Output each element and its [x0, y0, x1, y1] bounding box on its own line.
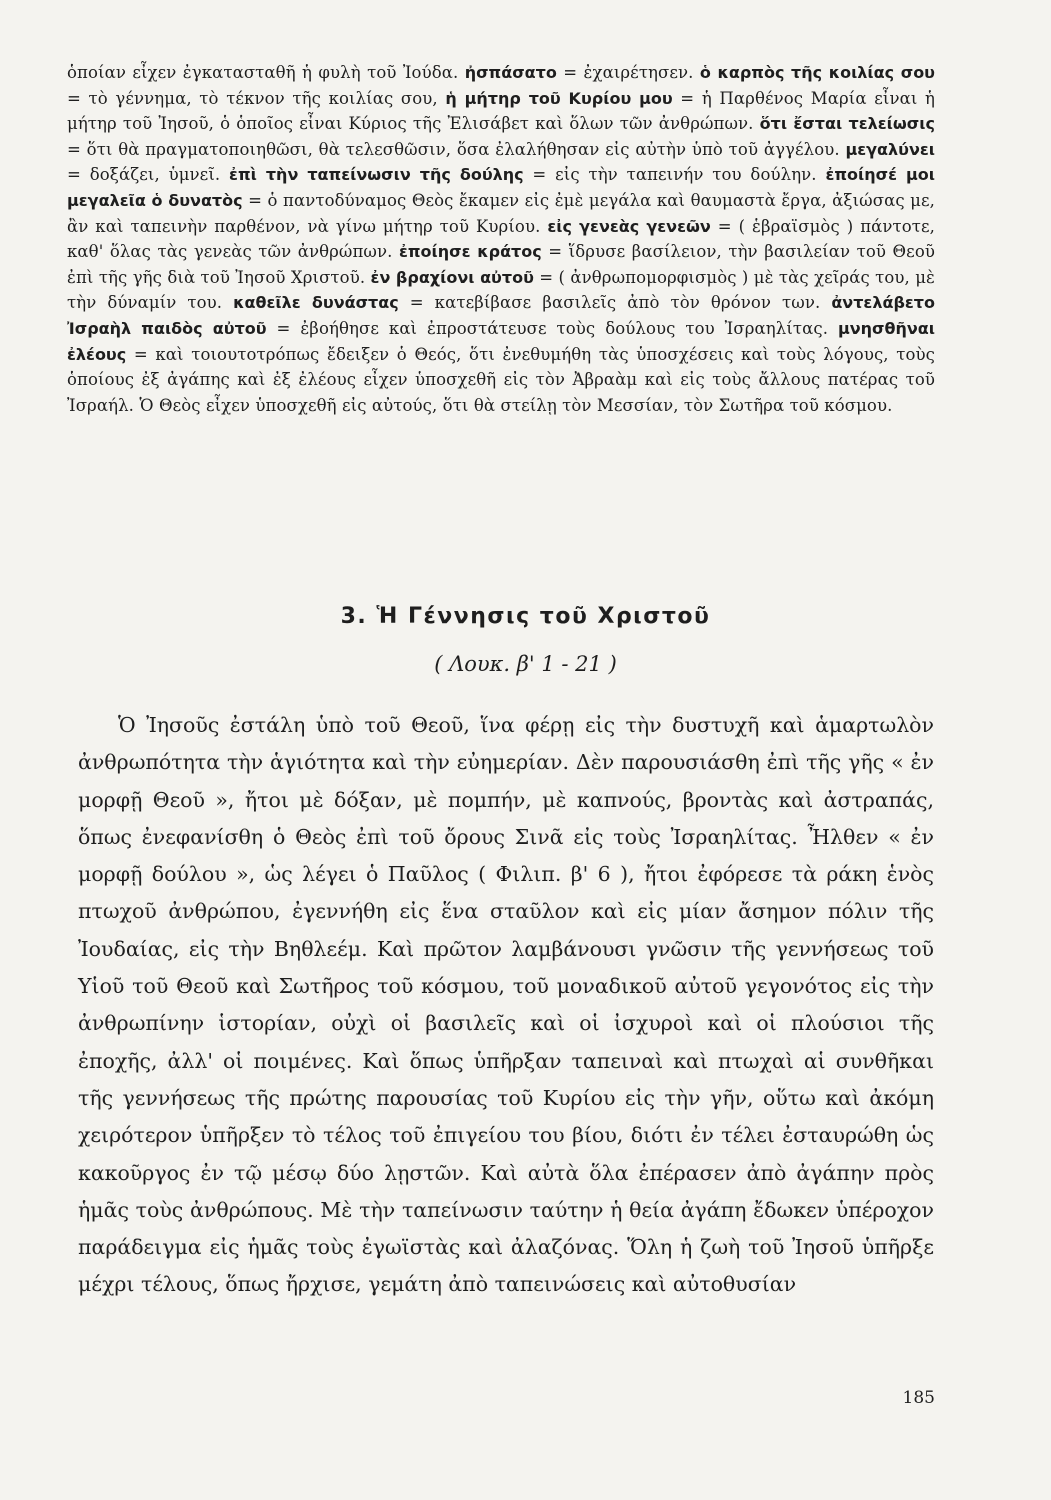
glossary-term: μνησθῆναι ἐλέους [67, 318, 935, 364]
glossary-term: καθεῖλε δυνάστας [233, 293, 399, 313]
gloss-text: = ἐχαιρέτησεν. [556, 63, 700, 82]
glossary-term: ἠσπάσατο [464, 63, 557, 82]
glossary-term: ὅτι ἔσται τελείωσις [759, 114, 935, 134]
glossary-term: ἐποίησε κράτος [398, 242, 542, 262]
glossary-term: ἀντελάβετο Ἰσραὴλ παιδὸς αὐτοῦ [67, 293, 935, 338]
gloss-text: = ὅτι θὰ πραγματοποιηθῶσι, θὰ τελεσθῶσιν, ὅσα ἐλαλήθησαν εἰς αὐτὴν ὑπὸ τοῦ ἀγγέλου. [67, 139, 846, 159]
gloss-text: = τὸ γέννημα, τὸ τέκνον τῆς κοιλίας σου, [67, 88, 446, 108]
glossary-term: εἰς γενεὰς γενεῶν [547, 216, 711, 236]
gloss-text: = δοξάζει, ὑμνεῖ. [67, 165, 230, 185]
gloss-text: = ἐβοήθησε καὶ ἐπροστάτευσε τοὺς δούλους του Ἰσραηλίτας. [266, 318, 838, 338]
body-paragraph: Ὁ Ἰησοῦς ἐστάλη ὑπὸ τοῦ Θεοῦ, ἵνα φέρῃ εἰς τὴν δυστυχῆ καὶ ἁμαρτωλὸν ἀνθρωπότητα τὴν ἁγιότητα καὶ τὴν εὐημερίαν. Δὲν παρουσιάσθη ἐπὶ τῆς γῆς « ἐν μορφῇ Θεοῦ », ἤτοι μὲ δόξαν, μὲ πομπήν, μὲ καπνούς, βροντὰς καὶ ἀστραπάς, ὅπως ἐνεφανίσθη ὁ Θεὸς ἐπὶ τοῦ ὄρους Σινᾶ εἰς τοὺς Ἰσραηλίτας. Ἦλθεν « ἐν μορφῇ δούλου », ὡς λέγει ὁ Παῦλος ( Φιλιπ. β' 6 ), ἤτοι ἐφόρεσε τὰ ράκη ἑνὸς πτωχοῦ ἀνθρώπου, ἐγεννήθη εἰς ἕνα σταῦλον καὶ εἰς μίαν ἄσημον πόλιν τῆς Ἰουδαίας, εἰς τὴν Βηθλεέμ. Καὶ πρῶτον λαμβάνουσι γνῶσιν τῆς γεννήσεως τοῦ Υἱοῦ τοῦ Θεοῦ καὶ Σωτῆρος τοῦ κόσμου, τοῦ μοναδικοῦ αὐτοῦ γεγονότος εἰς τὴν ἀνθρωπίνην ἱστορίαν, οὐχὶ οἱ βασιλεῖς καὶ οἱ ἰσχυροὶ καὶ οἱ πλούσιοι τῆς ἐποχῆς, ἀλλ' οἱ ποιμένες. Καὶ ὅπως ὑπῆρξαν ταπειναὶ καὶ πτωχαὶ αἱ συνθῆκαι τῆς γεννήσεως τῆς πρώτης παρουσίας τοῦ Κυρίου εἰς τὴν γῆν, οὕτω καὶ ἀκόμη χειρότερον ὑπῆρξεν τὸ τέλος τοῦ ἐπιγείου του βίου, διότι ἐν τέλει ἐσταυρώθη ὡς κακοῦργος ἐν τῷ μέσῳ δύο λῃστῶν. Καὶ αὐτὰ ὅλα ἐπέρασεν ἀπὸ ἀγάπην πρὸς ἡμᾶς τοὺς ἀνθρώπους. Μὲ τὴν ταπείνωσιν ταύτην ἡ θεία ἀγάπη ἔδωκεν ὑπέροχον παράδειγμα εἰς ἡμᾶς τοὺς ἐγωϊστὰς καὶ ἀλαζόνας. Ὅλη ἡ ζωὴ τοῦ Ἰησοῦ ὑπῆρξε μέχρι τέλους, ὅπως ἤρχισε, γεμάτη ἀπὸ ταπεινώσεις καὶ αὐτοθυσίαν [78, 713, 934, 1297]
gloss-text: = ( ἀνθρωπομορφισμὸς ) μὲ τὰς χεῖράς του, μὲ τὴν δύναμίν του. [67, 267, 936, 313]
glossary-term: ἐν βραχίονι αὐτοῦ [370, 267, 534, 287]
gloss-text: = καὶ τοιουτοτρόπως ἔδειξεν ὁ Θεός, ὅτι ἐνεθυμήθη τὰς ὑποσχέσεις καὶ τοὺς λόγους, τοὺς ὁποίους ἐξ ἀγάπης καὶ ἐξ ἐλέους εἶχεν ὑποσχεθῆ εἰς τὸν Ἀβραὰμ καὶ εἰς τοὺς ἄλλους πατέρας τοῦ Ἰσραήλ. Ὁ Θεὸς εἶχεν ὑποσχεθῆ εἰς αὐτούς, ὅτι θὰ στείλῃ τὸν Μεσσίαν, τὸν Σωτῆρα τοῦ κόσμου. [67, 344, 935, 415]
glossary-term: ἡ μήτηρ τοῦ Κυρίου μου [445, 88, 673, 108]
gloss-text: ὁποίαν εἶχεν ἐγκατασταθῆ ἡ φυλὴ τοῦ Ἰούδα. [67, 63, 465, 82]
scripture-reference: ( Λουκ. β' 1 - 21 ) [434, 652, 617, 676]
gloss-text: = ὁ παντοδύναμος Θεὸς ἔκαμεν εἰς ἐμὲ μεγάλα καὶ θαυμαστὰ ἔργα, ἀξιώσας με, ἂν καὶ ταπεινὴν παρθένον, νὰ γίνω μήτηρ τοῦ Κυρίου. [67, 190, 935, 236]
page-number: 185 [902, 1388, 935, 1408]
glossary-term: ὁ καρπὸς τῆς κοιλίας σου [699, 63, 935, 82]
glossary-term: μεγαλύνει [845, 139, 935, 159]
gloss-text: = ( ἑβραϊσμὸς ) πάντοτε, καθ' ὅλας τὰς γενεὰς τῶν ἀνθρώπων. [67, 216, 935, 262]
gloss-text: = ἡ Παρθένος Μαρία εἶναι ἡ μήτηρ τοῦ Ἰησοῦ, ὁ ὁποῖος εἶναι Κύριος τῆς Ἐλισάβετ καὶ ὅλων τῶν ἀνθρώπων. [67, 88, 935, 134]
glossary-term: ἐπὶ τὴν ταπείνωσιν τῆς δούλης [229, 165, 524, 185]
commentary-paragraph [67, 60, 935, 418]
section-title: 3. Ἡ Γέννησις τοῦ Χριστοῦ [340, 604, 711, 629]
gloss-text: = ἵδρυσε βασίλειον, τὴν βασιλείαν τοῦ Θεοῦ ἐπὶ τῆς γῆς διὰ τοῦ Ἰησοῦ Χριστοῦ. [67, 242, 935, 287]
gloss-text: = κατεβίβασε βασιλεῖς ἀπὸ τὸν θρόνον των. [398, 293, 832, 313]
glossary-term: ἐποίησέ μοι μεγαλεῖα ὁ δυνατὸς [67, 165, 935, 210]
gloss-text: = εἰς τὴν ταπεινήν του δούλην. [523, 165, 826, 185]
